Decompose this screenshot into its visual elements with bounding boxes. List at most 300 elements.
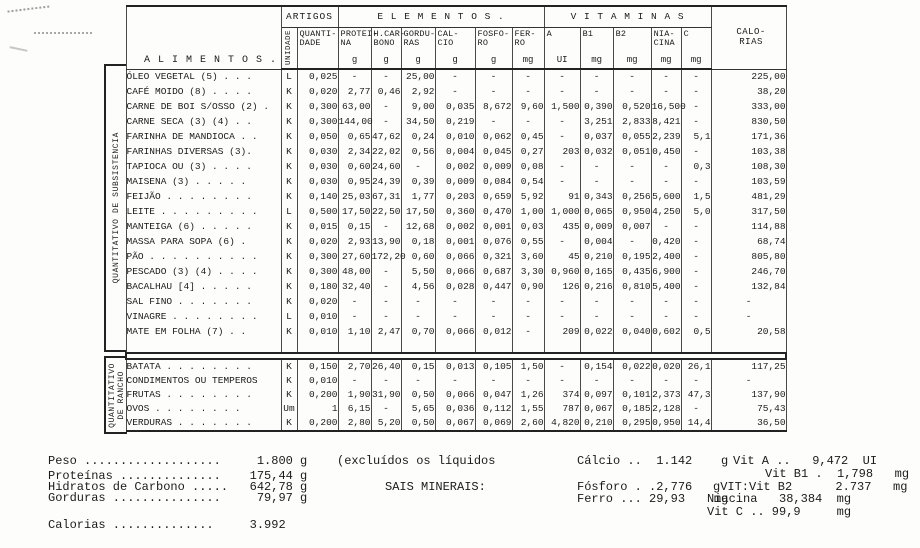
cell-fosforo: 0,009	[475, 160, 512, 175]
cell-vit-b2: 0,022	[613, 359, 651, 374]
column-header-vit-b1: B1 mg	[580, 28, 613, 70]
cell-niacina: 0,602	[651, 325, 681, 340]
food-row	[126, 235, 786, 250]
cell-quantidade: 0,140	[297, 190, 338, 205]
food-row	[126, 160, 786, 175]
cell-quantidade: 0,020	[297, 85, 338, 100]
cell-vit-b2: 2,833	[613, 115, 651, 130]
cell-ferro: 1,50	[512, 359, 544, 374]
cell-fosforo: 0,470	[475, 205, 512, 220]
summary-calcio: Cálcio .. 1.142 g	[577, 454, 729, 468]
cell-vit-c: -	[681, 265, 711, 280]
cell-vit-a: -	[544, 310, 580, 325]
group-header-elementos: E L E M E N T O S .	[338, 6, 544, 28]
column-header-proteina: PROTEI- NA g	[338, 28, 371, 70]
summary-niacina: Niacina 38,384 mg	[707, 492, 852, 506]
cell-vit-c: -	[681, 100, 711, 115]
cell-ferro: 2,60	[512, 416, 544, 431]
food-row	[126, 130, 786, 145]
cell-unidade: K	[281, 235, 297, 250]
cell-calorias: -	[711, 310, 786, 325]
cell-vit-c: -	[681, 145, 711, 160]
cell-proteina: 48,00	[338, 265, 371, 280]
food-name: MASSA PARA SOPA (6) .	[126, 235, 281, 250]
summary-gorduras: Gorduras ............... 79,97 g	[48, 491, 308, 505]
cell-quantidade: 0,030	[297, 160, 338, 175]
cell-niacina: -	[651, 310, 681, 325]
cell-h-carbono: -	[371, 69, 401, 85]
cell-vit-b2: 0,435	[613, 265, 651, 280]
cell-niacina: -	[651, 85, 681, 100]
cell-vit-a: 91	[544, 190, 580, 205]
food-name: FARINHAS DIVERSAS (3).	[126, 145, 281, 160]
cell-calorias: 75,43	[711, 402, 786, 416]
food-name: SAL FINO . . . . . . .	[126, 295, 281, 310]
cell-calcio: 0,066	[435, 325, 475, 340]
cell-vit-b2: 0,520	[613, 100, 651, 115]
cell-gorduras: 12,68	[401, 220, 435, 235]
column-header-ferro: FER- RO mg	[512, 28, 544, 70]
food-row	[126, 388, 786, 402]
cell-h-carbono: 22,50	[371, 205, 401, 220]
cell-h-carbono: 2,47	[371, 325, 401, 340]
cell-gorduras: 9,00	[401, 100, 435, 115]
cell-ferro: 3,30	[512, 265, 544, 280]
cell-vit-b1: 0,210	[580, 416, 613, 431]
cell-quantidade: 0,300	[297, 265, 338, 280]
cell-vit-b1: 0,097	[580, 388, 613, 402]
cell-quantidade: 0,150	[297, 359, 338, 374]
spacer-row	[126, 340, 786, 353]
cell-fosforo: -	[475, 115, 512, 130]
food-name: BACALHAU [4] . . . . .	[126, 280, 281, 295]
food-row	[126, 310, 786, 325]
cell-vit-b2: -	[613, 295, 651, 310]
cell-vit-a: -	[544, 295, 580, 310]
cell-gorduras: -	[401, 310, 435, 325]
summary-vit-a: Vit A .. 9,472 UI	[733, 454, 878, 468]
cell-fosforo: 0,045	[475, 145, 512, 160]
cell-ferro: 1,55	[512, 402, 544, 416]
cell-vit-c: -	[681, 374, 711, 388]
cell-gorduras: 0,50	[401, 388, 435, 402]
section-label-text: DE RANCHO	[116, 370, 126, 420]
cell-quantidade: 0,300	[297, 115, 338, 130]
group-header-artigos: ARTIGOS	[281, 6, 338, 28]
food-name: PÃO . . . . . . . . . .	[126, 250, 281, 265]
cell-vit-b1: -	[580, 69, 613, 85]
cell-vit-b2: 0,040	[613, 325, 651, 340]
cell-quantidade: 1	[297, 402, 338, 416]
cell-niacina: 2,400	[651, 250, 681, 265]
cell-calcio: -	[435, 295, 475, 310]
summary-note: (excluídos os líquidos	[337, 454, 496, 468]
cell-niacina: 16,500	[651, 100, 681, 115]
cell-vit-b2: 0,810	[613, 280, 651, 295]
cell-calorias: 36,50	[711, 416, 786, 431]
food-name: CARNE SECA (3) (4) . .	[126, 115, 281, 130]
food-row	[126, 402, 786, 416]
cell-quantidade: 0,010	[297, 310, 338, 325]
cell-niacina: -	[651, 175, 681, 190]
cell-gorduras: 0,56	[401, 145, 435, 160]
cell-vit-a: 4,820	[544, 416, 580, 431]
cell-h-carbono: -	[371, 115, 401, 130]
food-row	[126, 359, 786, 374]
food-row	[126, 325, 786, 340]
cell-quantidade: 0,010	[297, 325, 338, 340]
cell-quantidade: 0,180	[297, 280, 338, 295]
cell-h-carbono: -	[371, 100, 401, 115]
cell-vit-b2: 0,055	[613, 130, 651, 145]
cell-gorduras: 17,50	[401, 205, 435, 220]
column-header-vit-a: A UI	[544, 28, 580, 70]
cell-h-carbono: 67,31	[371, 190, 401, 205]
cell-ferro: 1,00	[512, 205, 544, 220]
cell-vit-b1: 0,216	[580, 280, 613, 295]
cell-quantidade: 0,500	[297, 205, 338, 220]
cell-vit-b1: 0,037	[580, 130, 613, 145]
food-name: CARNE DE BOI S/OSSO (2) .	[126, 100, 281, 115]
cell-calorias: 137,90	[711, 388, 786, 402]
cell-fosforo: -	[475, 310, 512, 325]
cell-quantidade: 0,030	[297, 145, 338, 160]
cell-calorias: 317,50	[711, 205, 786, 220]
cell-vit-b1: 0,390	[580, 100, 613, 115]
cell-calcio: -	[435, 69, 475, 85]
cell-calcio: 0,067	[435, 416, 475, 431]
cell-h-carbono: -	[371, 310, 401, 325]
cell-calorias: 38,20	[711, 85, 786, 100]
cell-proteina: 25,03	[338, 190, 371, 205]
cell-gorduras: 0,18	[401, 235, 435, 250]
cell-unidade: K	[281, 130, 297, 145]
cell-fosforo: 0,321	[475, 250, 512, 265]
cell-vit-c: -	[681, 115, 711, 130]
column-header-fosforo: FOSFO- RO g	[475, 28, 512, 70]
cell-fosforo: 0,001	[475, 220, 512, 235]
cell-gorduras: 4,56	[401, 280, 435, 295]
cell-ferro: 0,54	[512, 175, 544, 190]
cell-gorduras: 0,39	[401, 175, 435, 190]
cell-fosforo: 0,069	[475, 416, 512, 431]
cell-unidade: L	[281, 69, 297, 85]
cell-unidade: L	[281, 310, 297, 325]
cell-vit-a: 1,500	[544, 100, 580, 115]
cell-niacina: 6,900	[651, 265, 681, 280]
cell-vit-b1: -	[580, 374, 613, 388]
cell-h-carbono: 5,20	[371, 416, 401, 431]
food-name: MAISENA (3) . . . . .	[126, 175, 281, 190]
cell-calorias: 481,29	[711, 190, 786, 205]
cell-vit-b2: -	[613, 175, 651, 190]
cell-calorias: 225,00	[711, 69, 786, 85]
food-row	[126, 280, 786, 295]
cell-h-carbono: 0,46	[371, 85, 401, 100]
cell-vit-b2: -	[613, 69, 651, 85]
cell-quantidade: 0,300	[297, 250, 338, 265]
cell-vit-a: -	[544, 130, 580, 145]
cell-vit-c: -	[681, 250, 711, 265]
food-row	[126, 374, 786, 388]
cell-fosforo: 0,447	[475, 280, 512, 295]
column-header-niacina: NIA- CINA mg	[651, 28, 681, 70]
food-name: FARINHA DE MANDIOCA . .	[126, 130, 281, 145]
cell-vit-b2: 0,051	[613, 145, 651, 160]
food-row	[126, 205, 786, 220]
summary-vit-b1: Vit B1 . 1,798 mg	[765, 467, 910, 481]
cell-calorias: 114,88	[711, 220, 786, 235]
cell-calcio: -	[435, 85, 475, 100]
cell-calcio: 0,002	[435, 160, 475, 175]
cell-calorias: 103,59	[711, 175, 786, 190]
column-header-h-carbono: H.CAR- BONO g	[371, 28, 401, 70]
column-header-calorias: CALO- RIAS	[711, 6, 786, 69]
cell-niacina: -	[651, 374, 681, 388]
cell-unidade: K	[281, 416, 297, 431]
cell-calcio: 0,028	[435, 280, 475, 295]
cell-calorias: 68,74	[711, 235, 786, 250]
cell-fosforo: 0,105	[475, 359, 512, 374]
cell-vit-b1: -	[580, 175, 613, 190]
cell-vit-a: 1,000	[544, 205, 580, 220]
summary-sais-minerais: SAIS MINERAIS:	[385, 480, 486, 494]
cell-ferro: 9,60	[512, 100, 544, 115]
cell-niacina: -	[651, 220, 681, 235]
cell-unidade: Um	[281, 402, 297, 416]
column-header-unidade: UNIDADE	[281, 28, 297, 70]
cell-vit-b1: 0,154	[580, 359, 613, 374]
cell-unidade: K	[281, 85, 297, 100]
cell-unidade: K	[281, 115, 297, 130]
cell-gorduras: 0,60	[401, 250, 435, 265]
cell-unidade: K	[281, 295, 297, 310]
food-name: FEIJÃO . . . . . . . .	[126, 190, 281, 205]
cell-niacina: 2,128	[651, 402, 681, 416]
food-name: VINAGRE . . . . . . . .	[126, 310, 281, 325]
cell-vit-b1: 0,032	[580, 145, 613, 160]
cell-vit-c: -	[681, 69, 711, 85]
scan-noise	[10, 42, 29, 52]
cell-proteina: 0,60	[338, 160, 371, 175]
food-name: BATATA . . . . . . . .	[126, 359, 281, 374]
cell-vit-a: -	[544, 85, 580, 100]
cell-h-carbono: 47,62	[371, 130, 401, 145]
summary-ferro: Ferro ... 29,93 mg	[577, 492, 729, 506]
column-header-gorduras: GORDU- RAS g	[401, 28, 435, 70]
cell-ferro: -	[512, 295, 544, 310]
cell-gorduras: 2,92	[401, 85, 435, 100]
food-name: FRUTAS . . . . . . . .	[126, 388, 281, 402]
scan-noise	[7, 5, 50, 22]
cell-quantidade: 0,300	[297, 100, 338, 115]
section-label-text: QUANTITATIVO DE SUBSISTÊNCIA	[112, 132, 121, 284]
cell-h-carbono: 13,90	[371, 235, 401, 250]
cell-vit-b1: 0,004	[580, 235, 613, 250]
cell-calcio: 0,002	[435, 220, 475, 235]
cell-ferro: -	[512, 69, 544, 85]
cell-calcio: 0,219	[435, 115, 475, 130]
food-row	[126, 416, 786, 431]
cell-calcio: 0,360	[435, 205, 475, 220]
cell-fosforo: 0,112	[475, 402, 512, 416]
cell-vit-b2: -	[613, 310, 651, 325]
cell-vit-a: 126	[544, 280, 580, 295]
cell-fosforo: 0,076	[475, 235, 512, 250]
summary-vit-c: Vit C .. 99,9 mg	[707, 505, 852, 519]
cell-ferro: -	[512, 310, 544, 325]
summary-vit-b2: gVIT:Vit B2 2.737 mg	[713, 480, 908, 494]
cell-vit-b1: -	[580, 160, 613, 175]
cell-vit-a: -	[544, 374, 580, 388]
cell-gorduras: 5,50	[401, 265, 435, 280]
cell-gorduras: 0,50	[401, 416, 435, 431]
cell-h-carbono: -	[371, 265, 401, 280]
cell-fosforo: -	[475, 69, 512, 85]
cell-calorias: 132,84	[711, 280, 786, 295]
cell-ferro: 1,26	[512, 388, 544, 402]
cell-proteina: 0,15	[338, 220, 371, 235]
cell-fosforo: 0,047	[475, 388, 512, 402]
cell-vit-b2: -	[613, 374, 651, 388]
cell-calcio: 0,066	[435, 265, 475, 280]
cell-proteina: 6,15	[338, 402, 371, 416]
summary-hidratos: Hidratos de Carbono ..... 642,78 g	[48, 480, 308, 494]
cell-proteina: 1,90	[338, 388, 371, 402]
cell-proteina: 63,00	[338, 100, 371, 115]
cell-proteina: 2,77	[338, 85, 371, 100]
cell-calcio: 0,001	[435, 235, 475, 250]
cell-h-carbono: -	[371, 220, 401, 235]
cell-unidade: K	[281, 100, 297, 115]
cell-vit-c: -	[681, 235, 711, 250]
cell-niacina: 5,400	[651, 280, 681, 295]
summary-peso: Peso ................... 1.800 g	[48, 454, 308, 468]
cell-vit-c: 0,5	[681, 325, 711, 340]
food-name: MANTEIGA (6) . . . . .	[126, 220, 281, 235]
cell-ferro: 3,60	[512, 250, 544, 265]
food-name: PESCADO (3) (4) . . . .	[126, 265, 281, 280]
cell-fosforo: 0,084	[475, 175, 512, 190]
cell-vit-c: -	[681, 85, 711, 100]
cell-calorias: 246,70	[711, 265, 786, 280]
cell-vit-c: -	[681, 310, 711, 325]
cell-quantidade: 0,050	[297, 130, 338, 145]
cell-h-carbono: 24,60	[371, 160, 401, 175]
cell-niacina: -	[651, 160, 681, 175]
cell-calorias: 830,50	[711, 115, 786, 130]
column-header-calcio: CAL- CIO g	[435, 28, 475, 70]
cell-quantidade: 0,200	[297, 416, 338, 431]
cell-vit-c: -	[681, 280, 711, 295]
column-header-quantidade: QUANTI- DADE	[297, 28, 338, 70]
food-row	[126, 265, 786, 280]
food-row	[126, 190, 786, 205]
cell-niacina: -	[651, 69, 681, 85]
cell-ferro: 5,92	[512, 190, 544, 205]
summary-fosforo: Fósforo . .2,776	[577, 480, 693, 494]
cell-vit-c: 5,0	[681, 205, 711, 220]
cell-vit-c: 26,1	[681, 359, 711, 374]
cell-vit-b1: -	[580, 310, 613, 325]
cell-h-carbono: -	[371, 374, 401, 388]
food-row	[126, 250, 786, 265]
cell-vit-a: 435	[544, 220, 580, 235]
cell-proteina: -	[338, 295, 371, 310]
cell-vit-c: 5,1	[681, 130, 711, 145]
cell-proteina: 2,80	[338, 416, 371, 431]
cell-vit-a: 787	[544, 402, 580, 416]
nutrition-table	[125, 5, 787, 432]
cell-proteina: -	[338, 374, 371, 388]
cell-quantidade: 0,010	[297, 374, 338, 388]
cell-h-carbono: 24,39	[371, 175, 401, 190]
food-name: MATE EM FOLHA (7) . .	[126, 325, 281, 340]
cell-vit-b2: 0,101	[613, 388, 651, 402]
cell-ferro: 0,08	[512, 160, 544, 175]
cell-fosforo: -	[475, 295, 512, 310]
cell-ferro: 0,55	[512, 235, 544, 250]
alimentos-header	[126, 6, 281, 69]
cell-gorduras: 0,70	[401, 325, 435, 340]
cell-proteina: 144,00	[338, 115, 371, 130]
cell-calcio: 0,035	[435, 100, 475, 115]
cell-vit-c: -	[681, 295, 711, 310]
cell-unidade: K	[281, 374, 297, 388]
cell-unidade: L	[281, 205, 297, 220]
cell-fosforo: 0,659	[475, 190, 512, 205]
cell-vit-b1: 3,251	[580, 115, 613, 130]
cell-ferro: 0,03	[512, 220, 544, 235]
cell-vit-c: 0,3	[681, 160, 711, 175]
cell-niacina: 0,950	[651, 416, 681, 431]
cell-proteina: -	[338, 310, 371, 325]
column-header-vit-b2: B2 mg	[613, 28, 651, 70]
cell-vit-b1: 0,067	[580, 402, 613, 416]
cell-vit-c: 14,4	[681, 416, 711, 431]
cell-fosforo: -	[475, 85, 512, 100]
food-name: OVOS . . . . . . . .	[126, 402, 281, 416]
cell-niacina: 0,020	[651, 359, 681, 374]
food-name: VERDURAS . . . . . . .	[126, 416, 281, 431]
cell-vit-c: -	[681, 175, 711, 190]
cell-niacina: 4,250	[651, 205, 681, 220]
cell-vit-a: -	[544, 235, 580, 250]
cell-vit-b2: -	[613, 85, 651, 100]
cell-quantidade: 0,020	[297, 295, 338, 310]
cell-calorias: 333,00	[711, 100, 786, 115]
cell-vit-b1: -	[580, 295, 613, 310]
cell-calorias: 108,30	[711, 160, 786, 175]
cell-niacina: 5,600	[651, 190, 681, 205]
summary-proteinas: Proteínas .............. 175,44 g	[48, 469, 308, 483]
food-name: TAPIOCA OU (3) . . . .	[126, 160, 281, 175]
cell-ferro: -	[512, 374, 544, 388]
cell-proteina: 32,40	[338, 280, 371, 295]
cell-unidade: K	[281, 250, 297, 265]
cell-vit-a: 374	[544, 388, 580, 402]
cell-calcio: -	[435, 310, 475, 325]
cell-niacina: -	[651, 295, 681, 310]
cell-vit-a: -	[544, 359, 580, 374]
cell-gorduras: 25,00	[401, 69, 435, 85]
cell-gorduras: 0,24	[401, 130, 435, 145]
cell-niacina: 0,420	[651, 235, 681, 250]
cell-niacina: 2,239	[651, 130, 681, 145]
cell-h-carbono: 22,02	[371, 145, 401, 160]
section-label-rancho	[104, 356, 127, 434]
cell-unidade: K	[281, 160, 297, 175]
